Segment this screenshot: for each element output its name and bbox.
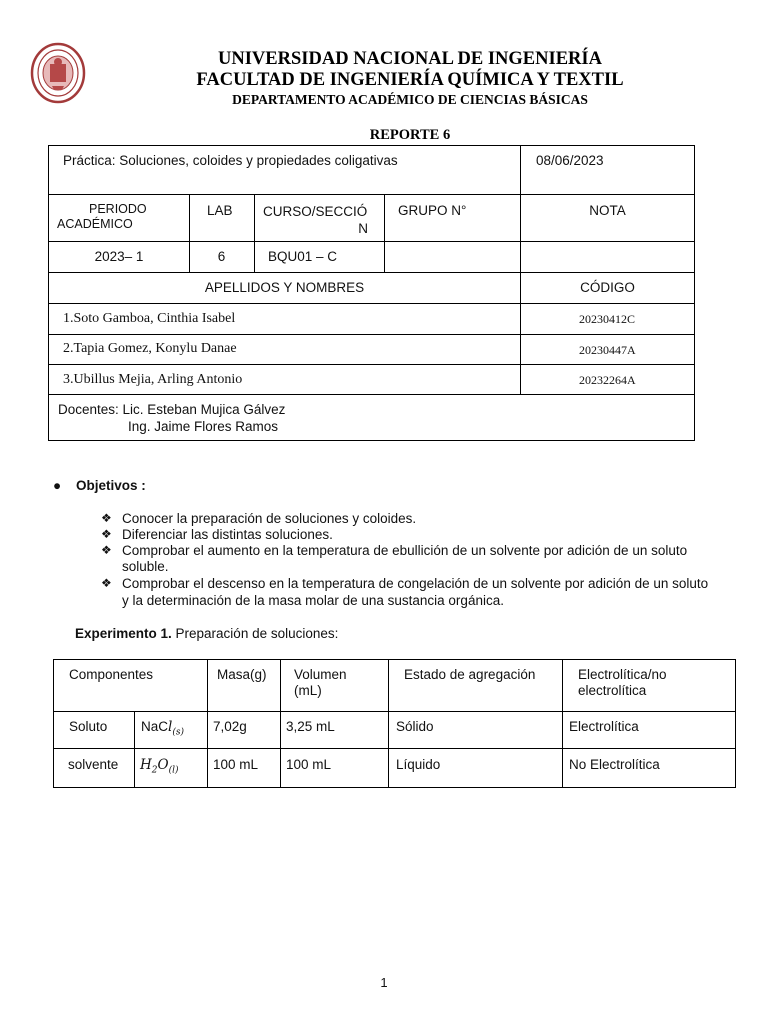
cell-volumen: 3,25 mL <box>286 719 335 734</box>
teachers-line: Docentes: Lic. Esteban Mujica Gálvez <box>58 402 286 417</box>
objective-item: y la determinación de la masa molar de una sustancia orgánica. <box>122 593 504 608</box>
nota-header: NOTA <box>589 203 626 218</box>
university-name: UNIVERSIDAD NACIONAL DE INGENIERÍA <box>218 49 602 69</box>
objective-item: Diferenciar las distintas soluciones. <box>122 527 333 542</box>
member-code: 20232264A <box>579 373 636 387</box>
member-name: 1.Soto Gamboa, Cinthia Isabel <box>63 311 236 326</box>
page-number: 1 <box>380 975 388 990</box>
faculty-name: FACULTAD DE INGENIERÍA QUÍMICA Y TEXTIL <box>196 70 624 90</box>
row-label: Soluto <box>69 719 108 734</box>
diamond-bullet-icon: ❖ <box>101 511 112 525</box>
experiment-table <box>53 659 736 788</box>
member-name: 2.Tapia Gomez, Konylu Danae <box>63 341 237 356</box>
curso-header: CURSO/SECCIÓ N <box>263 204 368 236</box>
cell-masa: 7,02g <box>213 719 247 734</box>
header-masa: Masa(g) <box>217 667 267 682</box>
objective-item: Conocer la preparación de soluciones y coloides. <box>122 511 417 526</box>
department-name: DEPARTAMENTO ACADÉMICO DE CIENCIAS BÁSICAS <box>232 92 588 107</box>
member-name: 3.Ubillus Mejia, Arling Antonio <box>63 372 243 387</box>
diamond-bullet-icon: ❖ <box>101 576 112 590</box>
cell-estado: Sólido <box>396 719 434 734</box>
diamond-bullet-icon: ❖ <box>101 527 112 541</box>
header-componentes: Componentes <box>69 667 154 682</box>
university-seal-logo <box>30 42 86 104</box>
cell-electro: Electrolítica <box>569 719 639 734</box>
member-code: 20230447A <box>579 343 636 357</box>
objectives-title: Objetivos : <box>76 478 146 493</box>
objective-item: Comprobar el aumento en la temperatura de ebullición de un solvente por adición de un soluto <box>122 543 688 558</box>
header-electro: Electrolítica/no electrolítica <box>578 667 667 698</box>
formula-h2o: $H_2O_{(l)}$ <box>140 757 179 776</box>
teacher-second: Ing. Jaime Flores Ramos <box>128 419 279 434</box>
lab-header: LAB <box>207 203 233 218</box>
lab-value: 6 <box>217 249 226 264</box>
experiment-title: Experimento 1. Preparación de soluciones: <box>75 626 339 641</box>
report-title: REPORTE 6 <box>369 127 451 143</box>
info-table <box>48 145 695 441</box>
curso-value: BQU01 – C <box>268 249 338 264</box>
practice-title: Práctica: Soluciones, coloides y propiedades coligativas <box>63 153 398 168</box>
objective-item: soluble. <box>122 559 169 574</box>
cell-estado: Líquido <box>396 757 441 772</box>
names-header: APELLIDOS Y NOMBRES <box>204 280 365 295</box>
formula-nacl: NaCl$_{(s)}$ <box>141 719 184 738</box>
header-estado: Estado de agregación <box>404 667 536 682</box>
objective-item: Comprobar el descenso en la temperatura de congelación de un solvente por adición de un soluto <box>122 576 709 591</box>
diamond-bullet-icon: ❖ <box>101 543 112 557</box>
periodo-value: 2023– 1 <box>94 249 144 264</box>
cell-volumen: 100 mL <box>286 757 332 772</box>
member-code: 20230412C <box>579 312 636 326</box>
cell-electro: No Electrolítica <box>569 757 660 772</box>
cell-masa: 100 mL <box>213 757 259 772</box>
header-volumen: Volumen (mL) <box>294 667 347 698</box>
bullet-icon: ● <box>53 478 62 493</box>
report-date: 08/06/2023 <box>536 153 604 168</box>
periodo-header: PERIODO ACADÉMICO <box>57 202 147 231</box>
code-header: CÓDIGO <box>580 280 635 295</box>
grupo-header: GRUPO N° <box>398 203 467 218</box>
row-label: solvente <box>68 757 119 772</box>
